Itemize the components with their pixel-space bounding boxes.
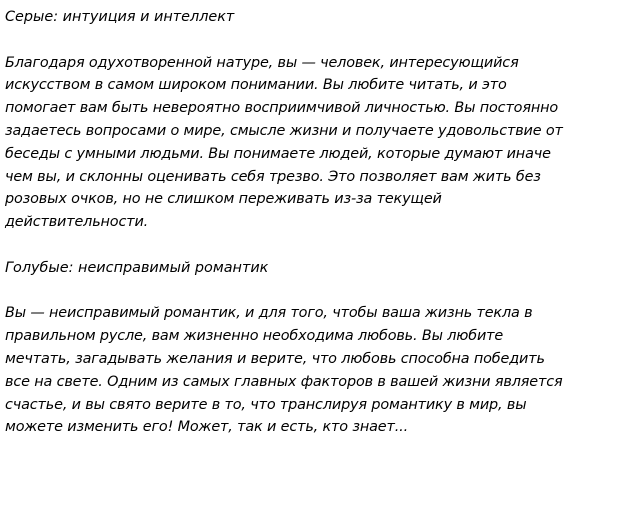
paragraph-line: мечтать, загадывать желания и верите, что любовь способна победить <box>5 350 545 367</box>
paragraph-line: все на свете. Одним из самых главных факторов в вашей жизни является <box>5 373 563 390</box>
paragraph-line: правильном русле, вам жизненно необходима любовь. Вы любите <box>5 328 504 345</box>
paragraph-gray <box>5 52 618 234</box>
paragraph-line: счастье, и вы свято верите в то, что транслируя романтику в мир, вы <box>5 396 527 413</box>
paragraph-blue <box>5 302 618 439</box>
paragraph-line: чем вы, и склонны оценивать себя трезво. Это позволяет вам жить без <box>5 168 541 185</box>
paragraph-line: Вы — неисправимый романтик, и для того, чтобы ваша жизнь текла в <box>5 305 533 322</box>
paragraph-line: действительности. <box>5 214 149 231</box>
paragraph-line: искусством в самом широком понимании. Вы любите читать, и это <box>5 77 507 94</box>
paragraph-line: Благодаря одухотворенной натуре, вы — человек, интересующийся <box>5 54 519 71</box>
section-heading-gray: Серые: интуиция и интеллект <box>5 9 235 25</box>
blank-line <box>5 280 618 303</box>
paragraph-line: задаетесь вопросами о мире, смысле жизни и получаете удовольствие от <box>5 122 563 139</box>
paragraph-line: беседы с умными людьми. Вы понимаете людей, которые думают иначе <box>5 145 551 162</box>
paragraph-line: можете изменить его! Может, так и есть, кто знает... <box>5 419 409 436</box>
paragraph-line: помогает вам быть невероятно восприимчивой личностью. Вы постоянно <box>5 100 559 117</box>
blank-line <box>5 234 618 257</box>
blank-line <box>5 29 618 52</box>
paragraph-line: розовых очков, но не слишком переживать из-за текущей <box>5 191 442 208</box>
section-heading-blue: Голубые: неисправимый романтик <box>5 259 269 276</box>
